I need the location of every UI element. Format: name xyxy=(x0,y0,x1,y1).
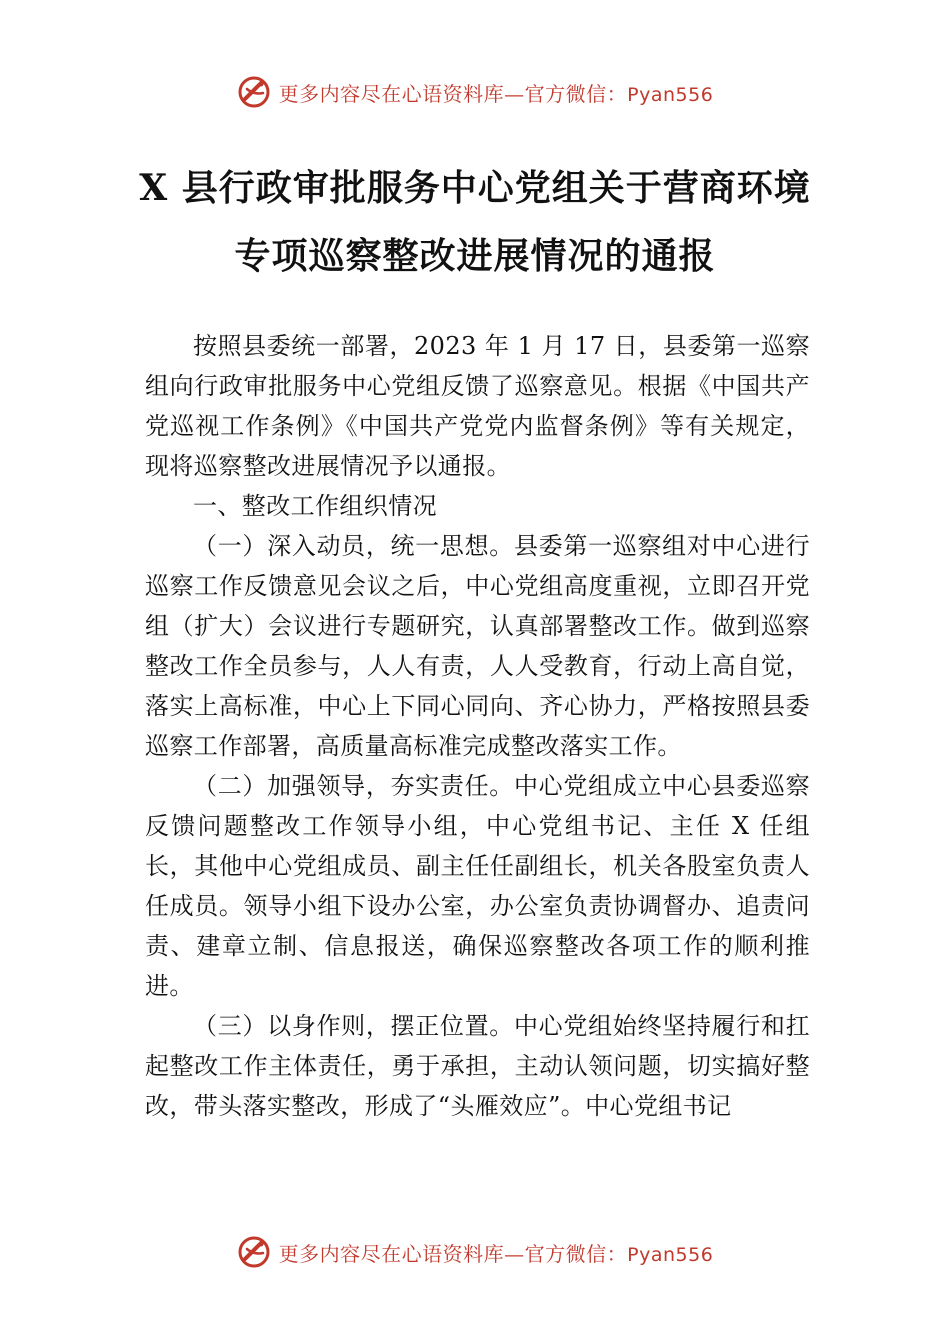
document-title-line-1: X 县行政审批服务中心党组关于营商环境 xyxy=(139,167,811,209)
paragraph-intro: 按照县委统一部署，2023 年 1 月 17 日，县委第一巡察组向行政审批服务中心党组反馈了巡察意见。根据《中国共产党巡视工作条例》《中国共产党党内监督条例》等有关规定，现将巡察整改进展情况予以通报。 xyxy=(145,332,810,480)
watermark-main-text: 更多内容尽在心语资料库—官方微信： xyxy=(278,81,628,106)
footer-watermark xyxy=(0,1232,950,1272)
paragraph-item-3: （三）以身作则，摆正位置。中心党组始终坚持履行和扛起整改工作主体责任，勇于承担，主动认领问题，切实搞好整改，带头落实整改，形成了“头雁效应”。中心党组书记 xyxy=(145,1012,810,1120)
watermark-wechat-id: Pyan556 xyxy=(627,1243,714,1266)
brush-seal-icon xyxy=(237,75,271,109)
section-heading: 一、整改工作组织情况 xyxy=(193,492,437,520)
watermark-text xyxy=(279,1238,714,1267)
paragraph-item-1: （一）深入动员，统一思想。县委第一巡察组对中心进行巡察工作反馈意见会议之后，中心党组高度重视，立即召开党组（扩大）会议进行专题研究，认真部署整改工作。做到巡察整改工作全员参与，人人有责，人人受教育，行动上高自觉，落实上高标准，中心上下同心同向、齐心协力，严格按照县委巡察工作部署，高质量高标准完成整改落实工作。 xyxy=(145,532,810,760)
brush-seal-icon xyxy=(237,1235,271,1269)
header-watermark xyxy=(0,72,950,112)
document-title-line-2: 专项巡察整改进展情况的通报 xyxy=(234,235,716,277)
watermark-text xyxy=(279,78,714,107)
paragraph-item-2: （二）加强领导，夯实责任。中心党组成立中心县委巡察反馈问题整改工作领导小组，中心党组书记、主任 X 任组长，其他中心党组成员、副主任任副组长，机关各股室负责人任成员。领导小组下设办公室，办公室负责协调督办、追责问责、建章立制、信息报送，确保巡察整改各项工作的顺利推进。 xyxy=(145,772,810,1000)
document-body xyxy=(145,326,810,1126)
watermark-main-text: 更多内容尽在心语资料库—官方微信： xyxy=(278,1241,628,1266)
watermark-wechat-id: Pyan556 xyxy=(627,83,714,106)
